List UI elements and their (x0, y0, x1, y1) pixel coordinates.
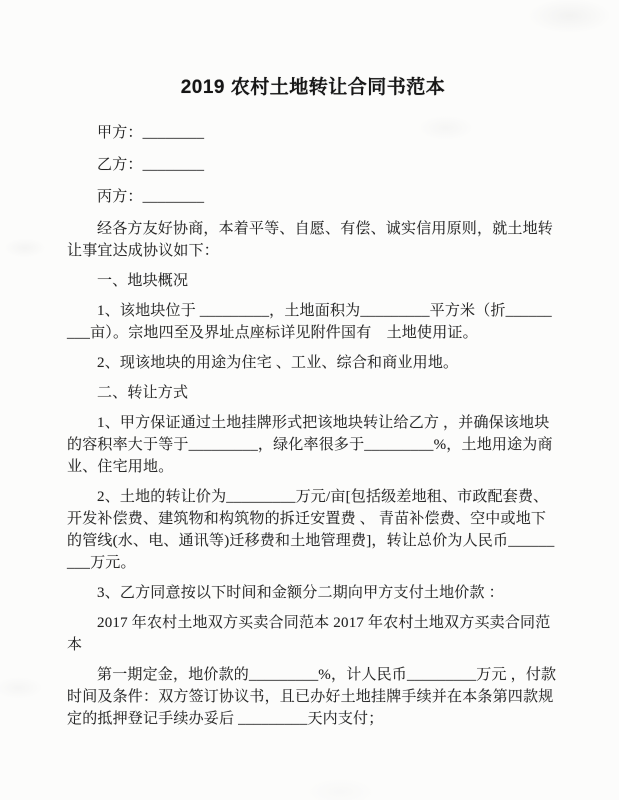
section-1-clause-2: 2、现该地块的用途为住宅 、工业、综合和商业用地。 (97, 355, 459, 371)
party-line-bing: 丙方：________ (97, 189, 205, 205)
document-title: 2019 农村土地转让合同书范本 (180, 77, 446, 98)
section-1-heading: 一、地块概况 (97, 273, 189, 289)
section-2-clause-4: 第一期定金，地价款的_________%，计人民币_________万元 ，付款时间及条件：双方签订协议书，且已办好土地挂牌手续并在本条第四款规定的抵押登记手续办妥后 _________天内支付； (67, 667, 557, 727)
section-2-clause-3: 3、乙方同意按以下时间和金额分二期向甲方支付土地价款 ： (97, 585, 504, 601)
section-1-clause-1: 1、该地块位于 _________，土地面积为_________平方米（折_________亩）。宗地四至及界址点座标详见附件国有 土地使用证。 (67, 303, 552, 341)
party-line-jia: 甲方：________ (97, 125, 205, 141)
section-2-clause-1: 1、甲方保证通过土地挂牌形式把该地块转让给乙方 ，并确保该地块的容积率大于等于_________，绿化率很多于_________%，土地用途为商业、住宅用地。 (67, 415, 553, 475)
intro-paragraph: 经各方友好协商，本着平等、自愿、有偿、诚实信用原则，就土地转让事宜达成协议如下： (67, 221, 554, 259)
section-2-clause-2: 2、土地的转让价为_________万元/亩[包括级差地租、市政配套费、开发补偿费、建筑物和构筑物的拆迁安置费 、 青苗补偿费、空中或地下的管线(水、电、通讯等)迁移费和土地管理费]，转让总价为人民币_________万元。 (67, 489, 555, 571)
party-line-yi: 乙方：________ (97, 157, 205, 173)
reference-note-line: 2017 年农村土地双方买卖合同范本 2017 年农村土地双方买卖合同范本 (67, 615, 551, 653)
section-2-heading: 二、转让方式 (97, 385, 189, 401)
